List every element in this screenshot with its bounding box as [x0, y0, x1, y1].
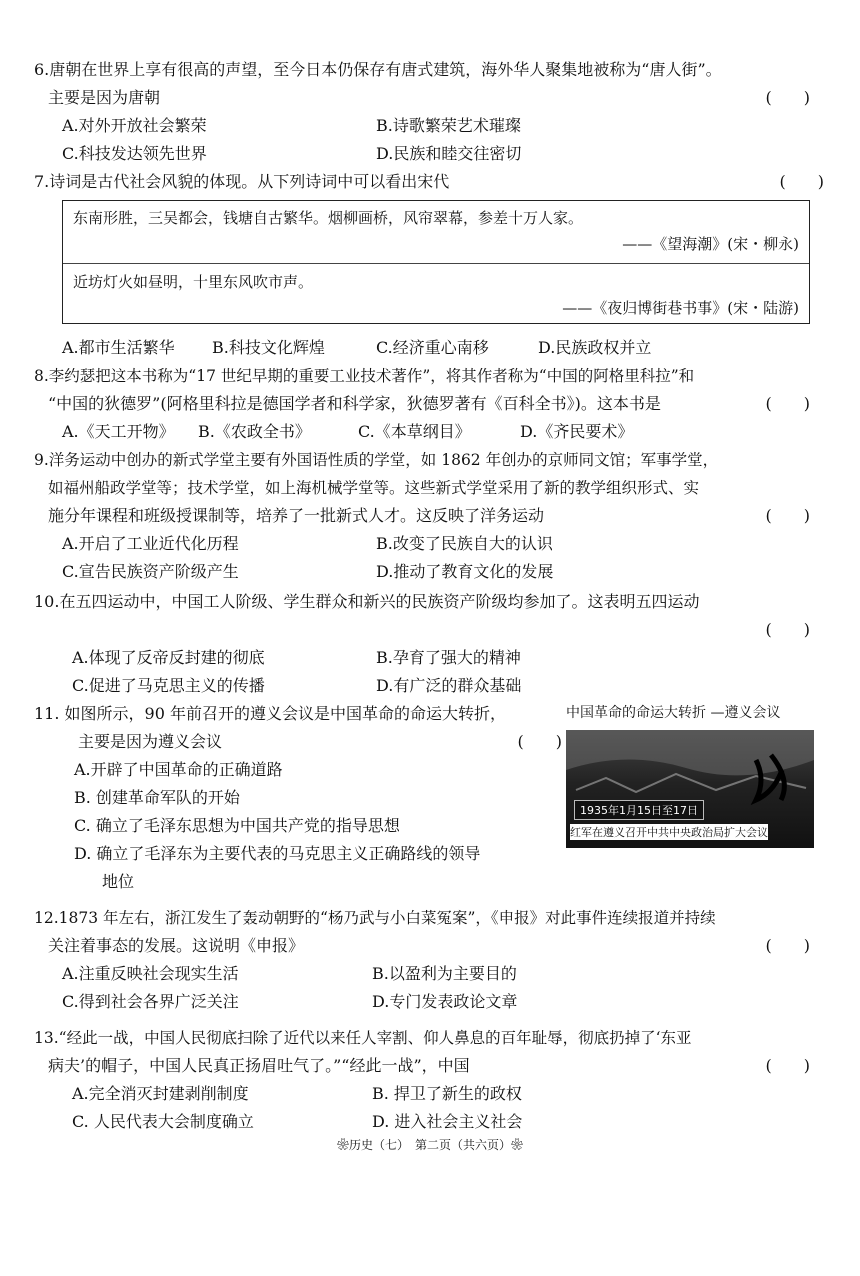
question-9	[34, 446, 818, 586]
question-8	[34, 362, 818, 446]
q6-option-c: C.科技发达领先世界	[62, 144, 207, 163]
q13-answer-bracket: ( )	[765, 1056, 810, 1075]
q13-stem-line-2: 病夫’的帽子，中国人民真正扬眉吐气了。”“经此一战”，中国	[48, 1056, 470, 1075]
q8-answer-bracket: ( )	[765, 394, 810, 413]
q7-poem-2: 近坊灯火如昼明，十里东风吹市声。	[73, 273, 314, 291]
question-10	[34, 588, 818, 700]
q12-option-b: B.以盈利为主要目的	[372, 964, 517, 983]
q7-poem-2-source: ——《夜归博街巷书事》(宋・陆游)	[562, 299, 799, 317]
q6-option-a: A.对外开放社会繁荣	[62, 116, 207, 135]
figure-date-badge: 1935年1月15日至17日	[574, 800, 704, 820]
q7-option-b: B.科技文化辉煌	[212, 338, 325, 357]
q9-stem-line-3: 施分年课程和班级授课制等，培养了一批新式人才。这反映了洋务运动	[48, 506, 545, 525]
q8-option-c: C.《本草纲目》	[358, 422, 471, 441]
q11-stem-line-2: 主要是因为遵义会议	[78, 732, 223, 751]
q12-stem-line-1: 12.1873 年左右，浙江发生了轰动朝野的“杨乃武与小白菜冤案”，《申报》对此事件连续报道并持续	[34, 909, 716, 927]
q11-option-c: C. 确立了毛泽东思想为中国共产党的指导思想	[74, 816, 400, 835]
q13-option-d: D. 进入社会主义社会	[372, 1112, 523, 1131]
q6-option-b: B.诗歌繁荣艺术璀璨	[376, 116, 521, 135]
q10-option-a: A.体现了反帝反封建的彻底	[72, 648, 265, 667]
q9-option-b: B.改变了民族自大的认识	[376, 534, 553, 553]
q8-option-d: D.《齐民要术》	[520, 422, 634, 441]
q12-option-d: D.专门发表政论文章	[372, 992, 518, 1011]
q8-option-a: A.《天工开物》	[62, 422, 175, 441]
q13-stem-line-1: 13.“经此一战，中国人民彻底扫除了近代以来任人宰割、仰人鼻息的百年耻辱，彻底扔掉了‘东亚	[34, 1029, 692, 1047]
question-13	[34, 1024, 818, 1136]
zunyi-meeting-photo	[566, 730, 814, 848]
q7-stem: 7.诗词是古代社会风貌的体现。从下列诗词中可以看出宋代	[34, 172, 450, 191]
q10-stem: 10.在五四运动中，中国工人阶级、学生群众和新兴的民族资产阶级均参加了。这表明五四运动	[34, 592, 700, 611]
q9-answer-bracket: ( )	[765, 506, 810, 525]
q10-option-c: C.促进了马克思主义的传播	[72, 676, 265, 695]
q13-option-b: B. 捍卫了新生的政权	[372, 1084, 522, 1103]
q7-poem-1: 东南形胜，三吴都会，钱塘自古繁华。烟柳画桥，风帘翠幕，参差十万人家。	[73, 209, 584, 227]
q9-stem-line-2: 如福州船政学堂等；技术学堂，如上海机械学堂等。这些新式学堂采用了新的教学组织形式、实	[48, 479, 700, 497]
q10-answer-bracket: ( )	[765, 620, 810, 639]
q9-option-c: C.宣告民族资产阶级产生	[62, 562, 239, 581]
q7-option-c: C.经济重心南移	[376, 338, 489, 357]
zunyi-meeting-figure	[566, 702, 814, 852]
q7-option-d: D.民族政权并立	[538, 338, 652, 357]
q11-option-d: D. 确立了毛泽东为主要代表的马克思主义正确路线的领导	[74, 844, 481, 863]
q13-option-a: A.完全消灭封建剥削制度	[72, 1084, 249, 1103]
question-7	[34, 168, 824, 196]
q13-option-c: C. 人民代表大会制度确立	[72, 1112, 254, 1131]
q12-stem-line-2: 关注着事态的发展。这说明《申报》	[48, 936, 305, 955]
q8-stem-line-1: 8.李约瑟把这本书称为“17 世纪早期的重要工业技术著作”，将其作者称为“中国的阿格里科拉”和	[34, 367, 695, 385]
page-footer: ❀历史（七） 第二页（共六页）❀	[336, 1138, 523, 1152]
question-6	[34, 56, 818, 168]
q7-poem-1-source: ——《望海潮》(宋・柳永)	[622, 235, 799, 253]
q7-answer-bracket: ( )	[779, 172, 824, 191]
q11-option-b: B. 创建革命军队的开始	[74, 788, 240, 807]
q11-option-d-cont: 地位	[102, 872, 135, 891]
q6-stem-line-1: 6.唐朝在世界上享有很高的声望，至今日本仍保存有唐式建筑，海外华人聚集地被称为“唐人街”。	[34, 60, 722, 79]
q6-option-d: D.民族和睦交往密切	[376, 144, 522, 163]
question-12	[34, 904, 818, 1016]
question-11	[34, 700, 562, 896]
q7-option-a: A.都市生活繁华	[62, 338, 175, 357]
figure-caption: 红军在遵义召开中共中央政治局扩大会议	[570, 826, 768, 839]
figure-title: 中国革命的命运大转折 —遵义会议	[566, 705, 781, 721]
q12-option-c: C.得到社会各界广泛关注	[62, 992, 239, 1011]
q11-option-a: A.开辟了中国革命的正确道路	[74, 760, 283, 779]
q7-poem-divider	[63, 263, 809, 264]
q11-stem-line-1: 11. 如图所示，90 年前召开的遵义会议是中国革命的命运大转折，	[34, 704, 506, 723]
q10-option-d: D.有广泛的群众基础	[376, 676, 522, 695]
q12-option-a: A.注重反映社会现实生活	[62, 964, 239, 983]
q11-answer-bracket: ( )	[517, 732, 562, 751]
q8-stem-line-2: “中国的狄德罗”(阿格里科拉是德国学者和科学家，狄德罗著有《百科全书》)。这本书是	[48, 394, 661, 413]
q9-option-d: D.推动了教育文化的发展	[376, 562, 554, 581]
q7-poem-box	[62, 200, 810, 324]
q8-option-b: B.《农政全书》	[198, 422, 311, 441]
q6-answer-bracket: ( )	[765, 88, 810, 107]
q6-stem-line-2: 主要是因为唐朝	[48, 88, 161, 107]
q9-stem-line-1: 9.洋务运动中创办的新式学堂主要有外国语性质的学堂，如 1862 年创办的京师同文馆；军事学堂，	[34, 451, 719, 469]
q12-answer-bracket: ( )	[765, 936, 810, 955]
q10-option-b: B.孕育了强大的精神	[376, 648, 521, 667]
q9-option-a: A.开启了工业近代化历程	[62, 534, 239, 553]
